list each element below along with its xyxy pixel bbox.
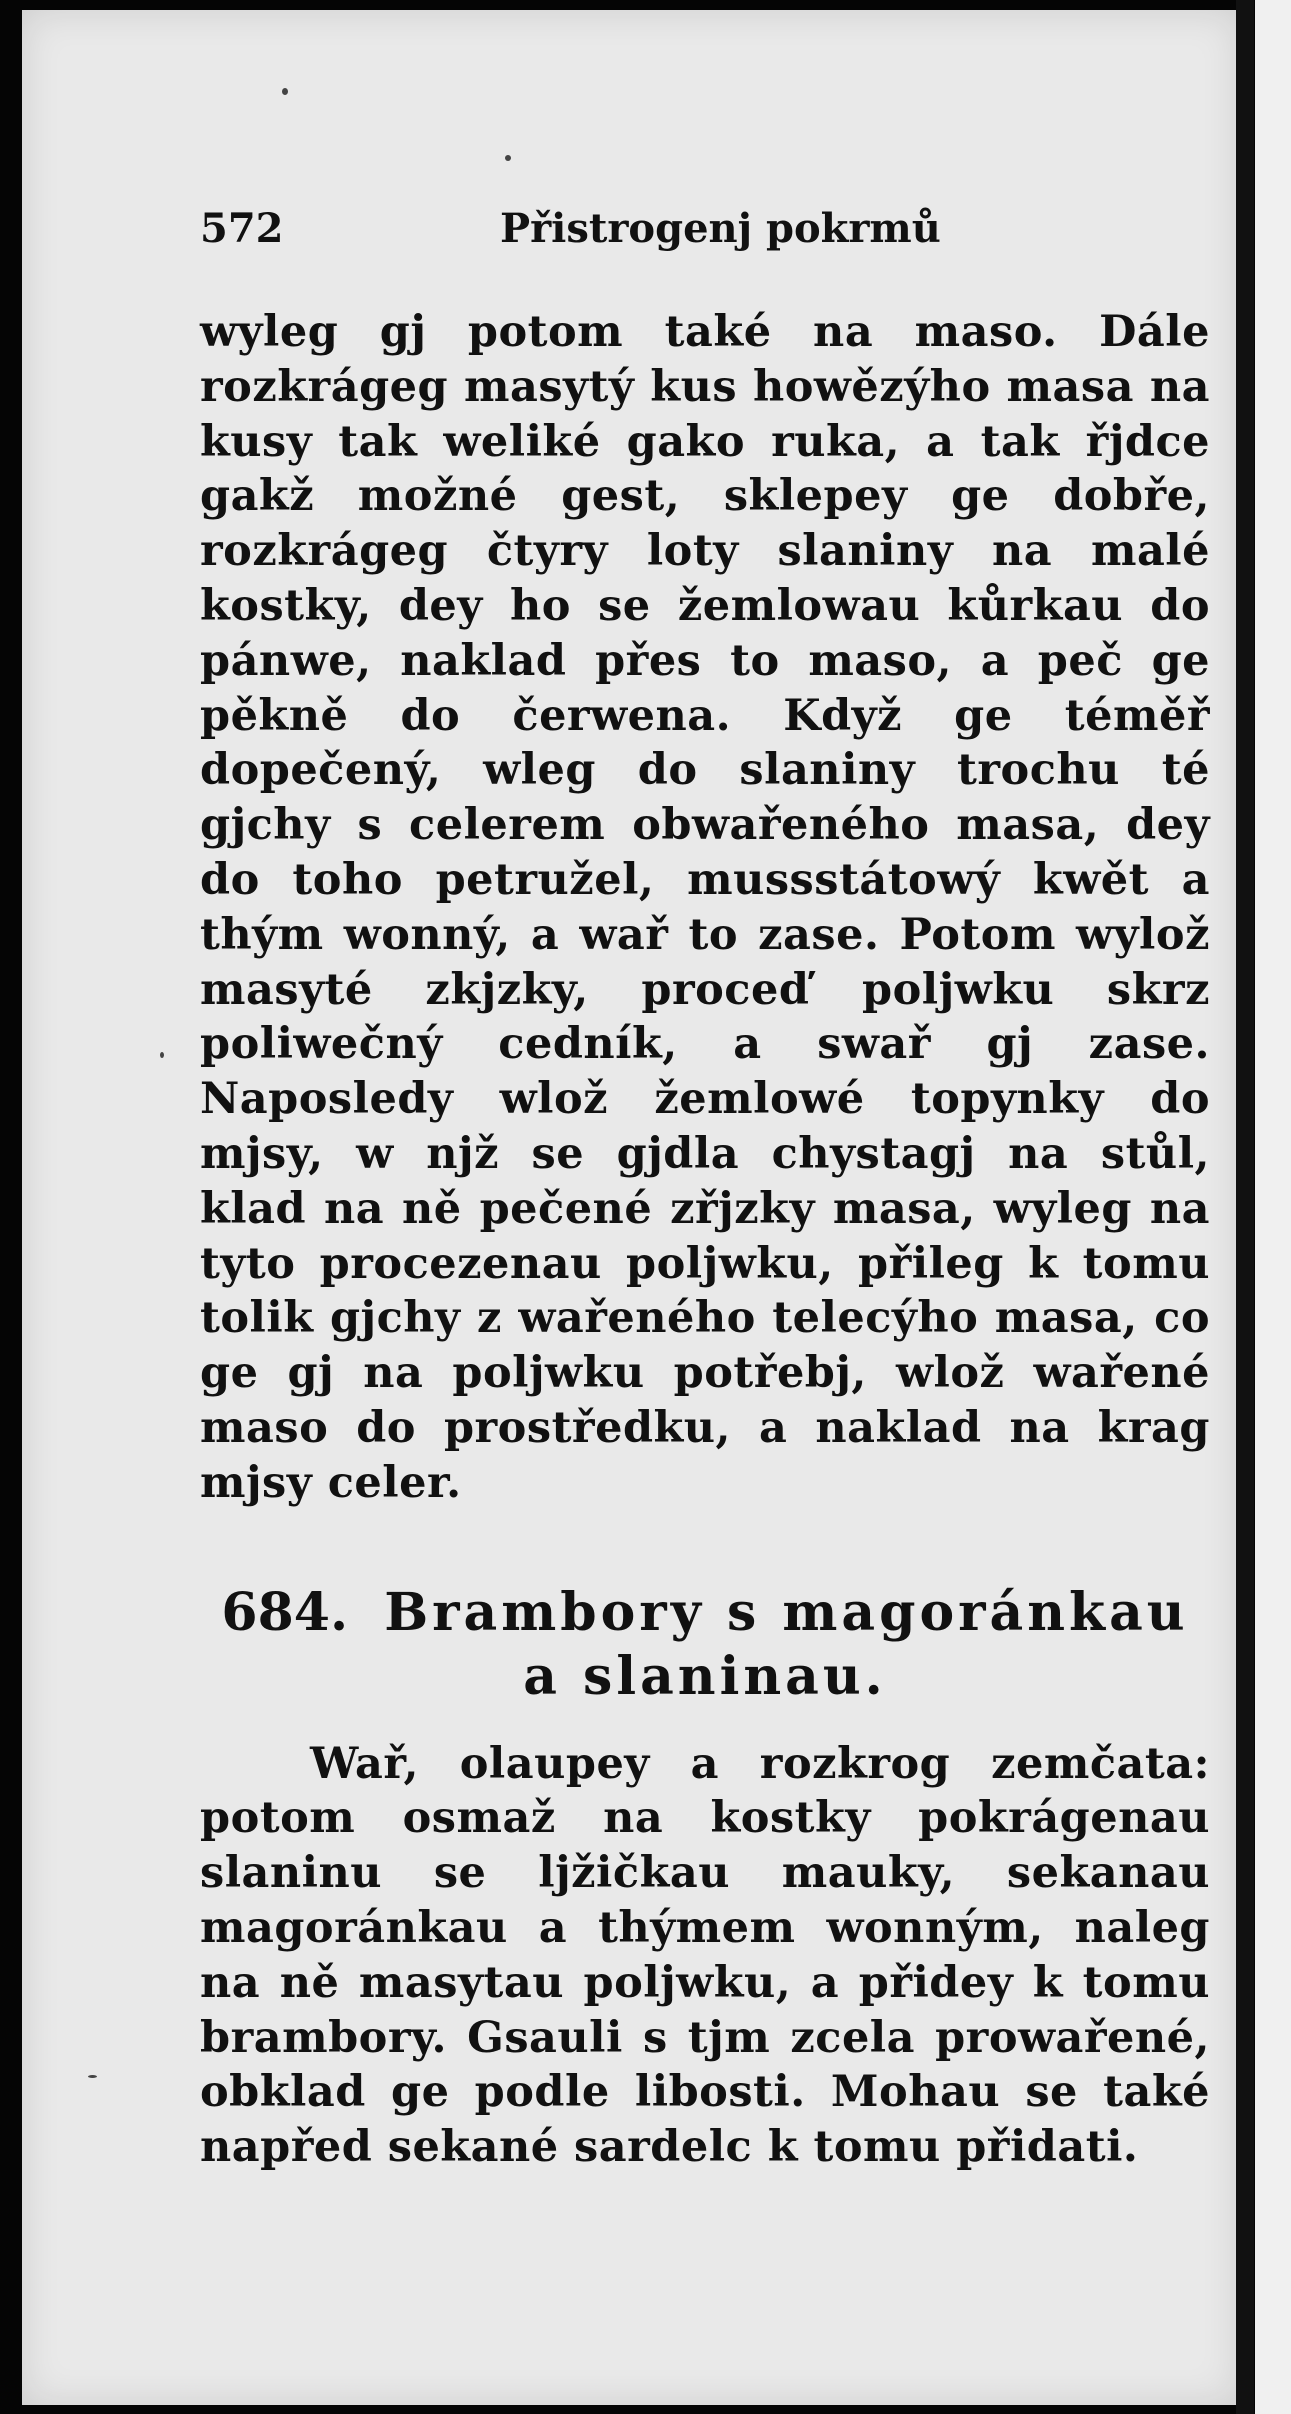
page-number: 572 [200, 205, 284, 252]
recipe-text: Wař, olaupey a rozkrog zemčata: potom osmaž na kostky pokrágenau slaninu se ljžičkau mauky, sekanau magoránkau a thýmem wonným, naleg na ně masytau poljwku, a přidey k tomu brambory. Gsauli s tjm zcela prowařené, obklad ge podle libosti. Mohau se také napřed sekané sardelc k tomu přidati. [200, 1738, 1210, 2173]
recipe-number: 684. [221, 1581, 349, 1643]
running-head [200, 205, 1210, 265]
recipe-heading [200, 1581, 1210, 1709]
page-content [200, 205, 1210, 2175]
dust-speck [282, 88, 288, 95]
continued-recipe-text: wyleg gj potom také na maso. Dále rozkrágeg masytý kus howězýho masa na kusy tak weliké gako ruka, a tak řjdce gakž možné gest, sklepey ge dobře, rozkrágeg čtyry loty slaniny na malé kostky, dey ho se žemlowau kůrkau do pánwe, naklad přes to maso, a peč ge pěkně do čerwena. Když ge téměř dopečený, wleg do slaniny trochu té gjchy s celerem obwařeného masa, dey do toho petružel, mussstátowý kwět a thým wonný, a wař to zase. Potom wylož masyté zkjzky, proceď poljwku skrz poliwečný cedník, a swař gj zase. Naposledy wlož žemlowé topynky do mjsy, w njž se gjdla chystagj na stůl, klad na ně pečené zřjzky masa, wyleg na tyto procezenau poljwku, přileg k tomu tolik gjchy z wařeného telecýho masa, co ge gj na poljwku potřebj, wlož wařené maso do prostředku, a naklad na krag mjsy celer. [200, 307, 1210, 1508]
next-page-edge [1255, 0, 1291, 2414]
page-edge-shadow [1236, 0, 1254, 2414]
recipe-title: Brambory s magoránkau a slaninau. [384, 1581, 1189, 1707]
dust-speck [88, 2075, 97, 2078]
running-title: Přistrogenj pokrmů [500, 205, 941, 252]
dust-speck [505, 155, 511, 161]
dust-speck [160, 1052, 164, 1058]
